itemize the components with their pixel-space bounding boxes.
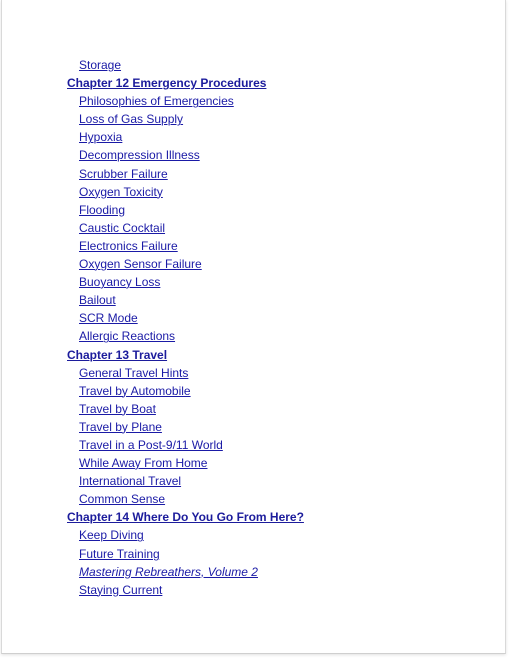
- toc-section-link-buoyancy-loss[interactable]: Buoyancy Loss: [79, 275, 161, 290]
- document-page: [1, 0, 506, 654]
- toc-section-link-loss-of-gas-supply[interactable]: Loss of Gas Supply: [79, 112, 184, 127]
- toc-section-link-flooding[interactable]: Flooding: [79, 202, 126, 217]
- toc-section-link-bailout[interactable]: Bailout: [79, 293, 116, 308]
- toc-section-link-philosophies-of-emergencies[interactable]: Philosophies of Emergencies: [79, 94, 234, 109]
- toc-section-link-allergic-reactions[interactable]: Allergic Reactions: [79, 329, 176, 344]
- toc-section-link-common-sense[interactable]: Common Sense: [79, 492, 166, 507]
- toc-section-link-caustic-cocktail[interactable]: Caustic Cocktail: [79, 220, 166, 235]
- toc-section-link-international-travel[interactable]: International Travel: [79, 474, 182, 489]
- toc-section-link-travel-by-plane[interactable]: Travel by Plane: [79, 419, 162, 434]
- toc-chapter-link-chapter-14-where-do-you-go-from-here[interactable]: Chapter 14 Where Do You Go From Here?: [67, 510, 304, 525]
- toc-section-link-general-travel-hints[interactable]: General Travel Hints: [79, 365, 189, 380]
- toc-chapter-link-chapter-12-emergency-procedures[interactable]: Chapter 12 Emergency Procedures: [67, 76, 267, 91]
- toc-section-link-staying-current[interactable]: Staying Current: [79, 582, 163, 597]
- toc-section-link-while-away-from-home[interactable]: While Away From Home: [79, 456, 208, 471]
- toc-section-link-decompression-illness[interactable]: Decompression Illness: [79, 148, 200, 163]
- toc-section-link-oxygen-toxicity[interactable]: Oxygen Toxicity: [79, 184, 163, 199]
- toc-section-link-travel-by-boat[interactable]: Travel by Boat: [79, 401, 156, 416]
- toc-chapter-link-chapter-13-travel[interactable]: Chapter 13 Travel: [67, 347, 168, 362]
- toc-section-link-scrubber-failure[interactable]: Scrubber Failure: [79, 166, 168, 181]
- toc-section-link-travel-by-automobile[interactable]: Travel by Automobile: [79, 383, 191, 398]
- toc-section-link-travel-in-a-post-9-11-world[interactable]: Travel in a Post-9/11 World: [79, 437, 223, 452]
- toc-section-link-future-training[interactable]: Future Training: [79, 546, 160, 561]
- toc-section-link-scr-mode[interactable]: SCR Mode: [79, 311, 138, 326]
- toc-section-link-storage[interactable]: Storage: [79, 58, 122, 72]
- toc-section-link-mastering-rebreathers-volume-2[interactable]: Mastering Rebreathers, Volume 2: [79, 564, 258, 579]
- toc-section-link-electronics-failure[interactable]: Electronics Failure: [79, 238, 178, 253]
- table-of-contents: [66, 56, 304, 599]
- toc-section-link-oxygen-sensor-failure[interactable]: Oxygen Sensor Failure: [79, 257, 202, 272]
- toc-section-link-keep-diving[interactable]: Keep Diving: [79, 528, 144, 543]
- toc-section-link-hypoxia[interactable]: Hypoxia: [79, 130, 123, 145]
